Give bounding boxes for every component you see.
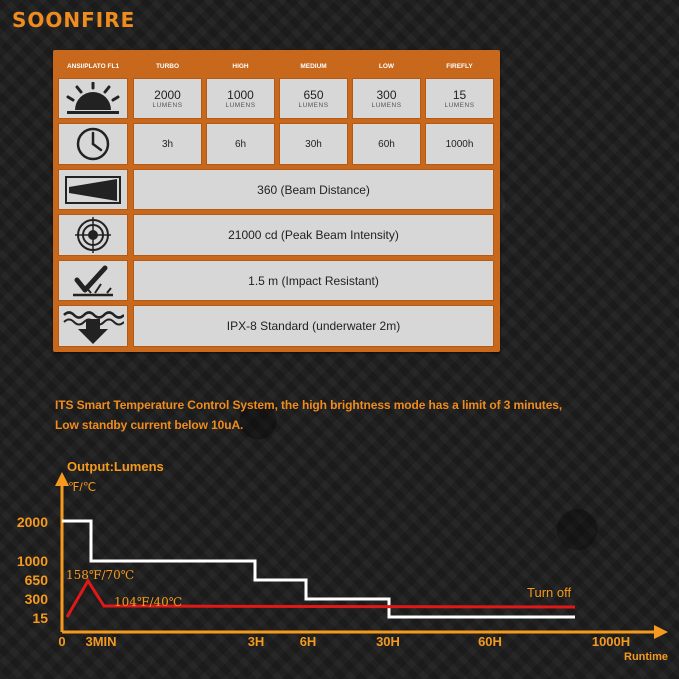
header-turbo: TURBO bbox=[155, 63, 180, 70]
x-tick-label: 0 bbox=[58, 634, 66, 649]
steady-temperature-label: 104℉/40℃ bbox=[114, 595, 183, 609]
output-unit: LUMENS bbox=[371, 102, 402, 109]
y-tick-label: 650 bbox=[24, 572, 48, 588]
output-unit: LUMENS bbox=[225, 102, 256, 109]
impact-resistance: 1.5 m (Impact Resistant) bbox=[133, 260, 494, 301]
output-unit: LUMENS bbox=[444, 102, 475, 109]
y-axis-arrow bbox=[55, 472, 69, 486]
header-standard: ANSI/PLATO FL1 bbox=[66, 63, 120, 70]
x-tick-label: 3MIN bbox=[85, 634, 117, 649]
waterproof-rating: IPX-8 Standard (underwater 2m) bbox=[133, 305, 494, 347]
standby-note: Low standby current below 10uA. bbox=[55, 418, 244, 432]
beam-distance: 360 (Beam Distance) bbox=[133, 169, 494, 210]
x-axis-arrow bbox=[654, 625, 668, 639]
peak-temperature-label: 158℉/70℃ bbox=[66, 568, 135, 582]
y-tick-label: 1000 bbox=[16, 553, 48, 569]
header-medium: MEDIUM bbox=[300, 63, 327, 70]
x-tick-label: 30H bbox=[376, 634, 400, 649]
runtime-firefly: 1000h bbox=[425, 123, 494, 165]
temperature-note: ITS Smart Temperature Control System, the high brightness mode has a limit of 3 minutes, bbox=[55, 398, 563, 412]
output-value: 1000 bbox=[227, 88, 254, 102]
runtime-low: 60h bbox=[352, 123, 421, 165]
peak-intensity: 21000 cd (Peak Beam Intensity) bbox=[133, 214, 494, 256]
header-low: LOW bbox=[378, 63, 395, 70]
output-unit: LUMENS bbox=[152, 102, 183, 109]
chart-title: Output:Lumens bbox=[67, 459, 164, 474]
runtime-high: 6h bbox=[206, 123, 275, 165]
turn-off-label: Turn off bbox=[527, 585, 572, 600]
x-tick-label: 60H bbox=[478, 634, 502, 649]
x-tick-label: 6H bbox=[299, 634, 317, 649]
x-tick-label: 1000H bbox=[591, 634, 631, 649]
x-tick-label: 3H bbox=[247, 634, 265, 649]
runtime-medium: 30h bbox=[279, 123, 348, 165]
output-value: 15 bbox=[452, 88, 467, 102]
header-firefly: FIREFLY bbox=[446, 63, 473, 70]
x-axis-label: Runtime bbox=[624, 651, 668, 663]
brand-logo: SOONFIRE bbox=[12, 8, 136, 32]
output-value: 650 bbox=[303, 88, 324, 102]
y-axis-label: ℉/℃ bbox=[68, 480, 97, 494]
output-value: 2000 bbox=[154, 88, 181, 102]
y-tick-label: 300 bbox=[24, 591, 48, 607]
y-tick-label: 2000 bbox=[16, 514, 48, 530]
runtime-turbo: 3h bbox=[133, 123, 202, 165]
header-high: HIGH bbox=[232, 63, 249, 70]
output-value: 300 bbox=[376, 88, 397, 102]
y-tick-label: 15 bbox=[32, 610, 48, 626]
output-unit: LUMENS bbox=[298, 102, 329, 109]
